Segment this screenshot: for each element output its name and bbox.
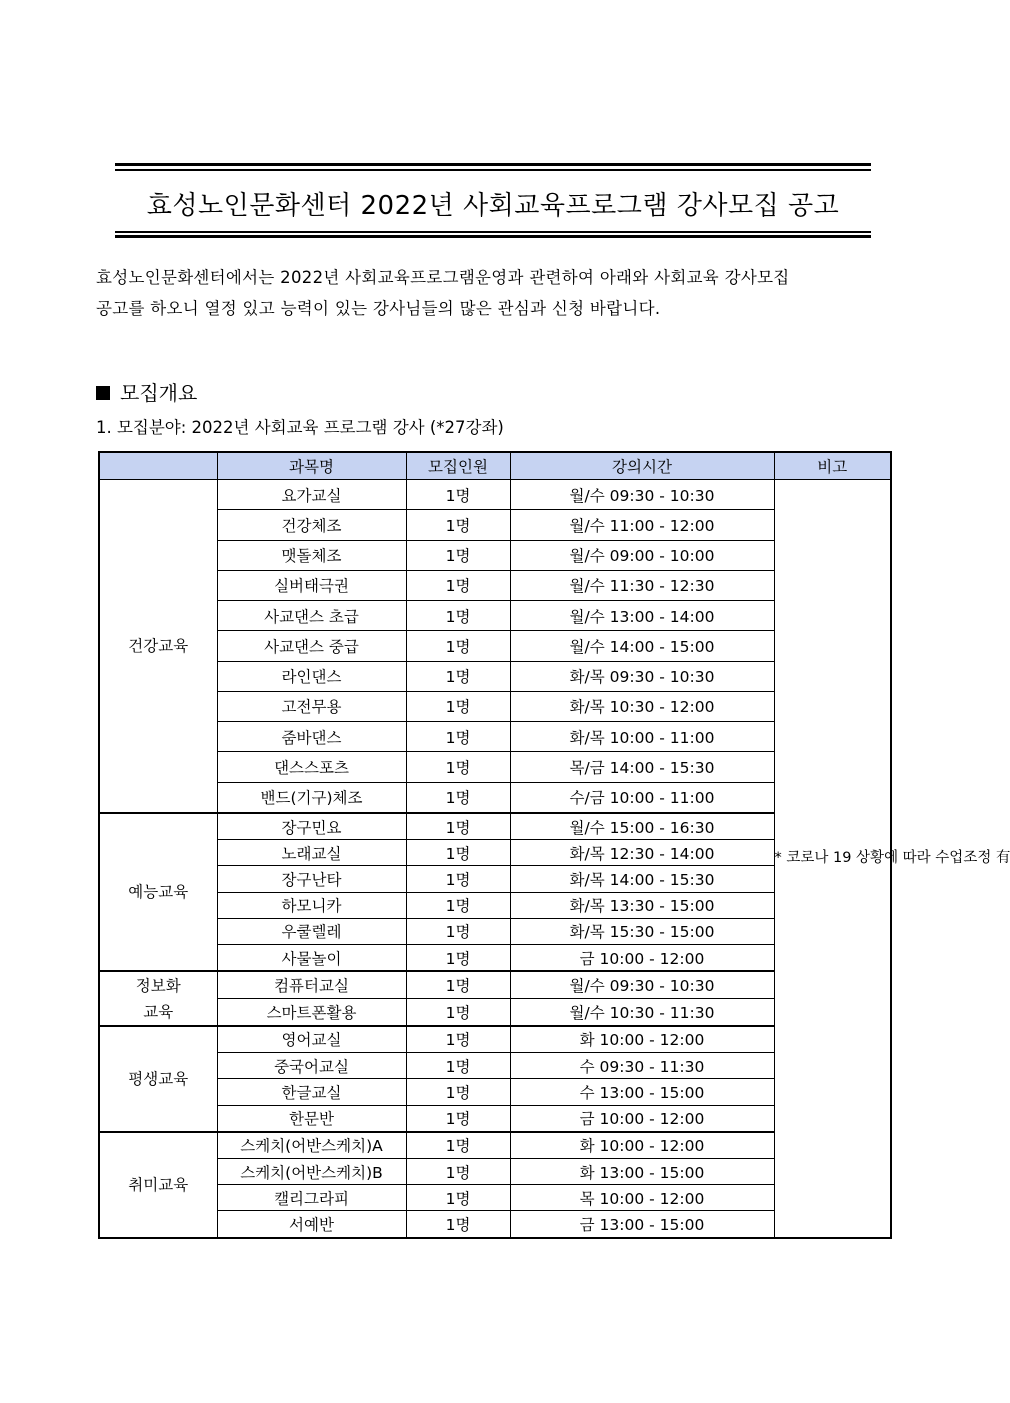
page-title: 효성노인문화센터 2022년 사회교육프로그램 강사모집 공고 bbox=[146, 191, 840, 221]
subject-cell: 하모니카 bbox=[217, 892, 406, 918]
time-cell: 월/수 14:00 - 15:00 bbox=[510, 631, 774, 661]
recruit-table bbox=[98, 451, 1010, 1239]
subject-cell: 사교댄스 중급 bbox=[217, 631, 406, 661]
subject-cell: 사교댄스 초급 bbox=[217, 601, 406, 631]
intro-paragraph bbox=[96, 262, 896, 324]
time-cell: 화/목 14:00 - 15:30 bbox=[510, 866, 774, 892]
table-row bbox=[99, 661, 891, 691]
time-cell: 화/목 15:30 - 15:00 bbox=[510, 918, 774, 944]
title-rule-bottom-thin bbox=[115, 231, 871, 233]
time-cell: 월/수 09:30 - 10:30 bbox=[510, 971, 774, 998]
time-cell: 목/금 14:00 - 15:30 bbox=[510, 752, 774, 782]
intro-line-2: 공고를 하오니 열정 있고 능력이 있는 강사님들의 많은 관심과 신청 바랍니다. bbox=[96, 299, 661, 318]
table-row bbox=[99, 570, 891, 600]
table-row bbox=[99, 1132, 891, 1159]
subject-cell: 한글교실 bbox=[217, 1079, 406, 1105]
time-cell: 월/수 10:30 - 11:30 bbox=[510, 999, 774, 1026]
table-row bbox=[99, 540, 891, 570]
table-header-row bbox=[99, 452, 891, 480]
title-rule-bottom-thick bbox=[115, 235, 871, 238]
table-row bbox=[99, 999, 891, 1026]
time-cell: 금 10:00 - 12:00 bbox=[510, 1105, 774, 1132]
time-cell: 수 09:30 - 11:30 bbox=[510, 1053, 774, 1079]
title-rule-top-thin bbox=[115, 169, 871, 171]
count-cell: 1명 bbox=[406, 1079, 510, 1105]
table-row bbox=[99, 691, 891, 721]
count-cell: 1명 bbox=[406, 971, 510, 998]
category-label: 예능교육 bbox=[128, 883, 189, 902]
category-cell bbox=[99, 1026, 217, 1132]
count-cell: 1명 bbox=[406, 510, 510, 540]
count-cell: 1명 bbox=[406, 661, 510, 691]
subject-cell: 영어교실 bbox=[217, 1026, 406, 1053]
subject-cell: 라인댄스 bbox=[217, 661, 406, 691]
count-cell: 1명 bbox=[406, 892, 510, 918]
header-note: 비고 bbox=[774, 452, 891, 480]
subject-cell: 스케치(어반스케치)B bbox=[217, 1159, 406, 1185]
count-cell: 1명 bbox=[406, 999, 510, 1026]
black-square-icon bbox=[96, 386, 110, 400]
table-row bbox=[99, 480, 891, 510]
subject-cell: 줌바댄스 bbox=[217, 722, 406, 752]
count-cell: 1명 bbox=[406, 1185, 510, 1211]
table-row bbox=[99, 892, 891, 918]
time-cell: 화/목 09:30 - 10:30 bbox=[510, 661, 774, 691]
subject-cell: 댄스스포츠 bbox=[217, 752, 406, 782]
count-cell: 1명 bbox=[406, 840, 510, 866]
subject-cell: 고전무용 bbox=[217, 691, 406, 721]
subject-cell: 사물놀이 bbox=[217, 945, 406, 972]
count-cell: 1명 bbox=[406, 1159, 510, 1185]
count-cell: 1명 bbox=[406, 570, 510, 600]
count-cell: 1명 bbox=[406, 722, 510, 752]
header-subject: 과목명 bbox=[217, 452, 406, 480]
section-heading-text: 모집개요 bbox=[120, 381, 198, 405]
subject-cell: 장구민요 bbox=[217, 813, 406, 840]
subject-cell: 스케치(어반스케치)A bbox=[217, 1132, 406, 1159]
category-cell bbox=[99, 1132, 217, 1238]
count-cell: 1명 bbox=[406, 480, 510, 510]
count-cell: 1명 bbox=[406, 1132, 510, 1159]
subject-cell: 스마트폰활용 bbox=[217, 999, 406, 1026]
subject-cell: 캘리그라피 bbox=[217, 1185, 406, 1211]
table-row bbox=[99, 1211, 891, 1238]
table-row bbox=[99, 971, 891, 998]
subject-cell: 컴퓨터교실 bbox=[217, 971, 406, 998]
note-cell: * 코로나 19 상황에 따라 수업조정 有 bbox=[774, 480, 891, 1239]
time-cell: 화 10:00 - 12:00 bbox=[510, 1132, 774, 1159]
subject-cell: 한문반 bbox=[217, 1105, 406, 1132]
category-label: 건강교육 bbox=[128, 636, 189, 655]
time-cell: 금 13:00 - 15:00 bbox=[510, 1211, 774, 1238]
table-row bbox=[99, 601, 891, 631]
time-cell: 월/수 11:00 - 12:00 bbox=[510, 510, 774, 540]
header-time: 강의시간 bbox=[510, 452, 774, 480]
count-cell: 1명 bbox=[406, 945, 510, 972]
table-row bbox=[99, 1079, 891, 1105]
table-row bbox=[99, 782, 891, 813]
intro-line-1: 효성노인문화센터에서는 2022년 사회교육프로그램운영과 관련하여 아래와 사회교육 강사모집 bbox=[96, 268, 790, 287]
table-row bbox=[99, 752, 891, 782]
count-cell: 1명 bbox=[406, 691, 510, 721]
table-row bbox=[99, 510, 891, 540]
count-cell: 1명 bbox=[406, 813, 510, 840]
table-row bbox=[99, 1026, 891, 1053]
subject-cell: 장구난타 bbox=[217, 866, 406, 892]
subject-cell: 서예반 bbox=[217, 1211, 406, 1238]
count-cell: 1명 bbox=[406, 866, 510, 892]
table-row bbox=[99, 1185, 891, 1211]
count-cell: 1명 bbox=[406, 1026, 510, 1053]
time-cell: 금 10:00 - 12:00 bbox=[510, 945, 774, 972]
count-cell: 1명 bbox=[406, 782, 510, 813]
table-row bbox=[99, 918, 891, 944]
table-row bbox=[99, 722, 891, 752]
count-cell: 1명 bbox=[406, 918, 510, 944]
time-cell: 화/목 10:00 - 11:00 bbox=[510, 722, 774, 752]
category-label: 정보화 bbox=[135, 976, 181, 995]
count-cell: 1명 bbox=[406, 1053, 510, 1079]
count-cell: 1명 bbox=[406, 1105, 510, 1132]
section-heading bbox=[96, 377, 197, 406]
category-label: 취미교육 bbox=[128, 1175, 189, 1194]
table-row bbox=[99, 866, 891, 892]
title-rule-top-thick bbox=[115, 163, 871, 166]
table-row bbox=[99, 813, 891, 840]
time-cell: 수/금 10:00 - 11:00 bbox=[510, 782, 774, 813]
subject-cell: 우쿨렐레 bbox=[217, 918, 406, 944]
category-cell bbox=[99, 480, 217, 813]
time-cell: 월/수 09:30 - 10:30 bbox=[510, 480, 774, 510]
category-label: 평생교육 bbox=[128, 1069, 189, 1088]
subject-cell: 중국어교실 bbox=[217, 1053, 406, 1079]
header-category bbox=[99, 452, 217, 480]
count-cell: 1명 bbox=[406, 540, 510, 570]
count-cell: 1명 bbox=[406, 1211, 510, 1238]
table-row bbox=[99, 840, 891, 866]
recruit-subheading: 1. 모집분야: 2022년 사회교육 프로그램 강사 (*27강좌) bbox=[96, 418, 504, 437]
table-row bbox=[99, 1105, 891, 1132]
time-cell: 목 10:00 - 12:00 bbox=[510, 1185, 774, 1211]
count-cell: 1명 bbox=[406, 631, 510, 661]
category-cell bbox=[99, 971, 217, 1026]
subject-cell: 실버태극권 bbox=[217, 570, 406, 600]
subject-cell: 맷돌체조 bbox=[217, 540, 406, 570]
count-cell: 1명 bbox=[406, 601, 510, 631]
table-row bbox=[99, 945, 891, 972]
category-label: 교육 bbox=[143, 1002, 174, 1021]
category-cell bbox=[99, 813, 217, 971]
subject-cell: 요가교실 bbox=[217, 480, 406, 510]
time-cell: 월/수 09:00 - 10:00 bbox=[510, 540, 774, 570]
table-row bbox=[99, 1159, 891, 1185]
count-cell: 1명 bbox=[406, 752, 510, 782]
header-count: 모집인원 bbox=[406, 452, 510, 480]
time-cell: 화/목 10:30 - 12:00 bbox=[510, 691, 774, 721]
time-cell: 화/목 12:30 - 14:00 bbox=[510, 840, 774, 866]
time-cell: 화/목 13:30 - 15:00 bbox=[510, 892, 774, 918]
table-row bbox=[99, 1053, 891, 1079]
time-cell: 화 10:00 - 12:00 bbox=[510, 1026, 774, 1053]
subject-cell: 건강체조 bbox=[217, 510, 406, 540]
time-cell: 월/수 15:00 - 16:30 bbox=[510, 813, 774, 840]
subject-cell: 노래교실 bbox=[217, 840, 406, 866]
time-cell: 월/수 13:00 - 14:00 bbox=[510, 601, 774, 631]
subject-cell: 밴드(기구)체조 bbox=[217, 782, 406, 813]
table-row bbox=[99, 631, 891, 661]
time-cell: 화 13:00 - 15:00 bbox=[510, 1159, 774, 1185]
title-block bbox=[115, 163, 871, 241]
time-cell: 수 13:00 - 15:00 bbox=[510, 1079, 774, 1105]
time-cell: 월/수 11:30 - 12:30 bbox=[510, 570, 774, 600]
